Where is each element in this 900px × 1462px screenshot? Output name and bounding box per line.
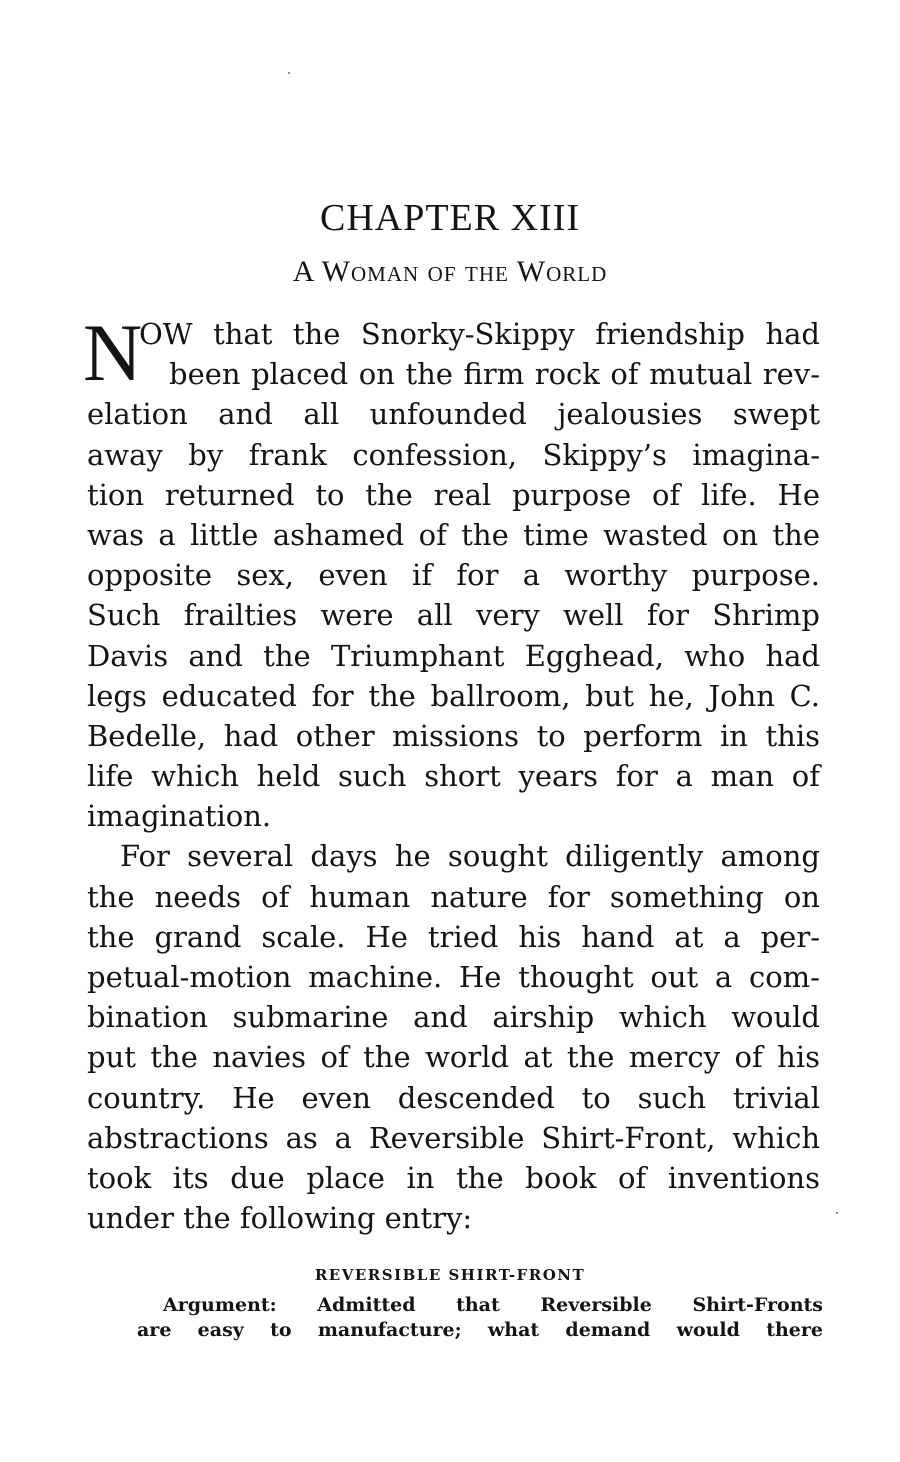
drop-cap-paragraph	[83, 307, 820, 398]
text-line: opposite sex, even if for a worthy purpose.	[87, 558, 820, 593]
text-line: been placed on the firm rock of mutual rev-	[169, 357, 820, 392]
argument-line: Argument: Admitted that Reversible Shirt-Fronts	[163, 1294, 823, 1316]
argument-line: are easy to manufacture; what demand would there	[137, 1319, 823, 1341]
text-line: took its due place in the book of inventions	[87, 1160, 820, 1195]
text-line: legs educated for the ballroom, but he, John C.	[87, 678, 820, 713]
text-line: imagination.	[87, 799, 272, 834]
text-line: under the following entry:	[87, 1201, 473, 1236]
body-text	[83, 307, 820, 1238]
invention-title: REVERSIBLE SHIRT-FRONT	[314, 1266, 586, 1284]
invention-argument	[137, 1293, 823, 1343]
text-line: the needs of human nature for something on	[87, 879, 820, 914]
speck-mark	[288, 72, 290, 74]
text-line: the grand scale. He tried his hand at a per-	[87, 919, 820, 954]
text-line: life which held such short years for a man of	[87, 759, 820, 794]
chapter-subtitle: A Woman of the World	[292, 255, 608, 288]
text-line: Such frailties were all very well for Shrimp	[87, 598, 820, 633]
text-line: put the navies of the world at the mercy of his	[87, 1040, 820, 1075]
text-line: elation and all unfounded jealousies swept	[87, 397, 820, 432]
text-line: Davis and the Triumphant Egghead, who had	[87, 638, 820, 673]
drop-cap: N	[83, 307, 143, 398]
text-line: Bedelle, had other missions to perform in this	[87, 718, 820, 753]
text-line: OW that the Snorky-Skippy friendship had	[139, 317, 820, 351]
text-line: was a little ashamed of the time wasted on the	[87, 517, 820, 552]
text-line: country. He even descended to such trivial	[87, 1080, 820, 1115]
text-line: bination submarine and airship which would	[87, 1000, 820, 1035]
text-line: petual-motion machine. He thought out a com-	[87, 960, 820, 994]
text-line: away by frank confession, Skippy’s imagina-	[87, 437, 820, 472]
text-line: abstractions as a Reversible Shirt-Front, which	[87, 1120, 820, 1155]
text-line: tion returned to the real purpose of life. He	[87, 477, 820, 512]
chapter-title: CHAPTER XIII	[319, 197, 581, 239]
speck-mark	[836, 1212, 838, 1214]
text-line: For several days he sought diligently among	[120, 839, 820, 874]
